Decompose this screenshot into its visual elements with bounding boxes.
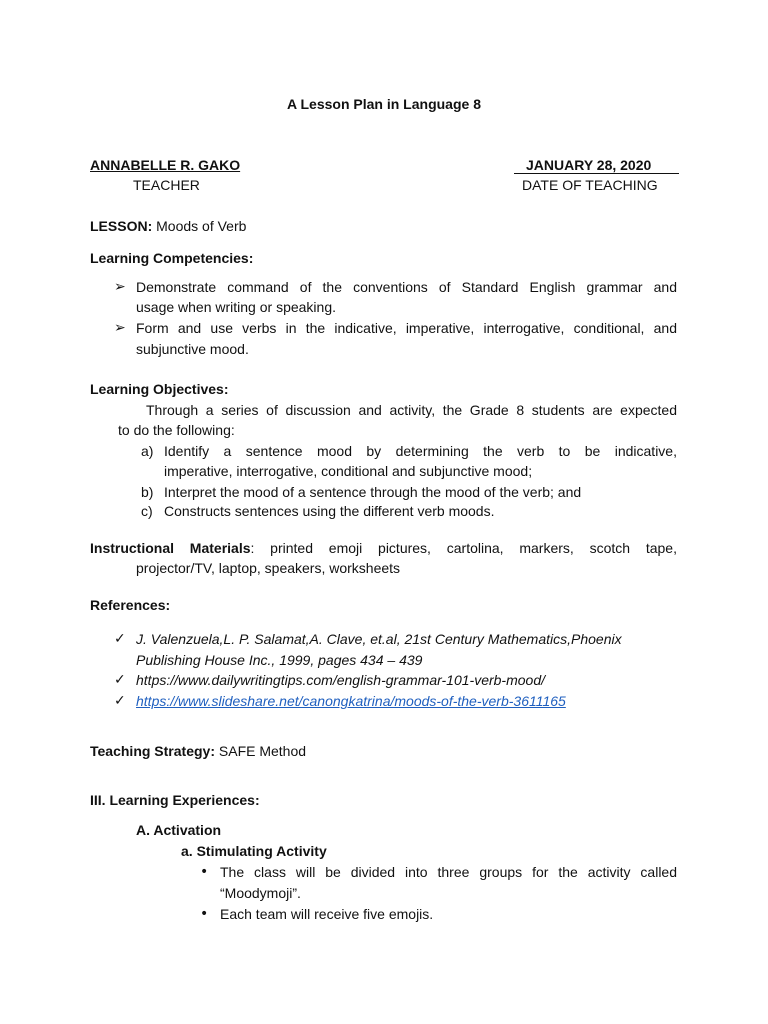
references-heading: References: bbox=[90, 597, 171, 613]
check-bullet-icon: ✓ bbox=[114, 631, 126, 647]
activity-bullet: “Moodymoji”. bbox=[220, 885, 301, 901]
competency-line: subjunctive mood. bbox=[136, 341, 249, 357]
reference-link-container bbox=[136, 691, 566, 711]
objective-marker: a) bbox=[141, 443, 154, 459]
materials-label: Instructional Materials bbox=[90, 540, 251, 556]
objectives-intro: to do the following: bbox=[118, 422, 235, 438]
section-activation: A. Activation bbox=[136, 822, 222, 838]
competency-line: Form and use verbs in the indicative, imperative, interrogative, conditional, and bbox=[136, 320, 677, 336]
competencies-heading: Learning Competencies: bbox=[90, 250, 254, 266]
check-bullet-icon: ✓ bbox=[114, 693, 126, 709]
objective-item: imperative, interrogative, conditional and subjunctive mood; bbox=[164, 463, 533, 479]
competency-line: Demonstrate command of the conventions of Standard English grammar and bbox=[136, 279, 677, 295]
strategy-value: SAFE Method bbox=[218, 743, 307, 759]
objective-item: Identify a sentence mood by determining the verb to be indicative, bbox=[164, 443, 677, 459]
activity-bullet: Each team will receive five emojis. bbox=[220, 906, 434, 922]
objectives-intro: Through a series of discussion and activity, the Grade 8 students are expected bbox=[146, 402, 677, 418]
objective-item: Interpret the mood of a sentence through the mood of the verb; and bbox=[164, 484, 582, 500]
teacher-name: ANNABELLE R. GAKO bbox=[90, 157, 241, 173]
objective-marker: c) bbox=[141, 503, 153, 519]
page-title: A Lesson Plan in Language 8 bbox=[287, 96, 481, 112]
dot-bullet-icon: • bbox=[200, 864, 209, 880]
lesson-line bbox=[90, 216, 246, 236]
experiences-heading: III. Learning Experiences: bbox=[90, 792, 260, 808]
competency-line: usage when writing or speaking. bbox=[136, 299, 337, 315]
date-value: JANUARY 28, 2020 bbox=[526, 157, 652, 173]
dot-bullet-icon: • bbox=[200, 906, 209, 922]
reference-link[interactable]: https://www.slideshare.net/canongkatrina/moods-of-the-verb-3611165 bbox=[136, 693, 566, 709]
materials-list: : printed emoji pictures, cartolina, markers, scotch tape, bbox=[250, 540, 677, 556]
materials-line bbox=[90, 538, 677, 558]
lesson-label: LESSON: bbox=[90, 218, 153, 234]
objective-marker: b) bbox=[141, 484, 154, 500]
arrow-bullet-icon: ➢ bbox=[114, 320, 126, 336]
reference-item: Publishing House Inc., 1999, pages 434 – 439 bbox=[136, 652, 423, 668]
objective-item: Constructs sentences using the different verb moods. bbox=[164, 503, 495, 519]
subsection-stimulating: a. Stimulating Activity bbox=[181, 843, 327, 859]
materials-list: projector/TV, laptop, speakers, worksheets bbox=[136, 560, 401, 576]
arrow-bullet-icon: ➢ bbox=[114, 279, 126, 295]
date-label: DATE OF TEACHING bbox=[522, 177, 658, 193]
date-underline bbox=[514, 173, 679, 174]
strategy-label: Teaching Strategy: bbox=[90, 743, 215, 759]
reference-item: J. Valenzuela,L. P. Salamat,A. Clave, et.al, 21st Century Mathematics,Phoenix bbox=[136, 631, 622, 647]
lesson-value: Moods of Verb bbox=[156, 218, 247, 234]
reference-url[interactable]: https://www.dailywritingtips.com/english-grammar-101-verb-mood/ bbox=[136, 672, 546, 688]
teacher-role-label: TEACHER bbox=[133, 177, 200, 193]
check-bullet-icon: ✓ bbox=[114, 672, 126, 688]
strategy-line bbox=[90, 741, 306, 761]
activity-bullet: The class will be divided into three groups for the activity called bbox=[220, 864, 677, 880]
objectives-heading: Learning Objectives: bbox=[90, 381, 229, 397]
